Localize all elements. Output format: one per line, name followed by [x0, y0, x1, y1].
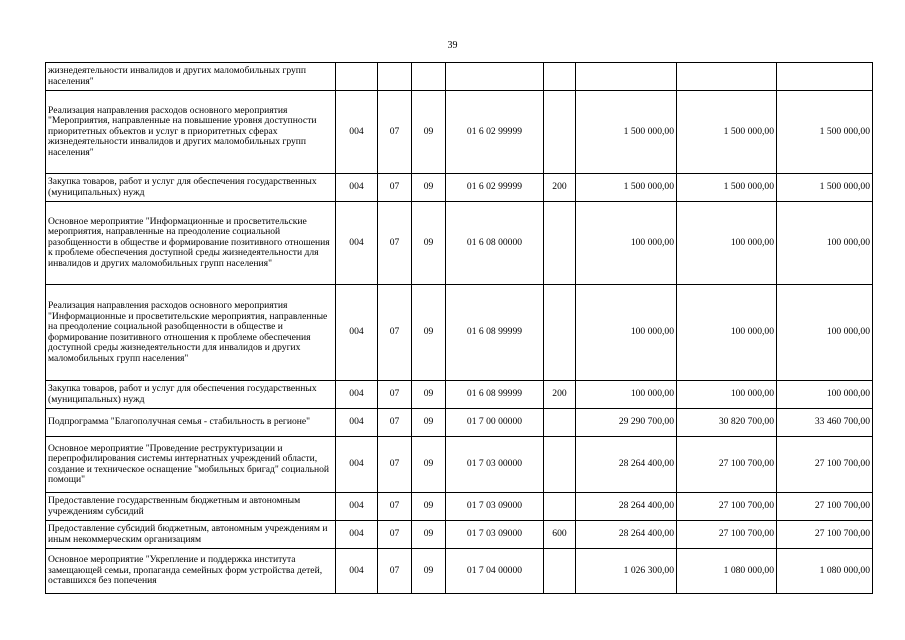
page-number: 39 [447, 40, 458, 51]
target-code: 01 6 08 99999 [446, 381, 544, 409]
expense-type-code [544, 202, 576, 285]
amount-year-1: 29 290 700,00 [576, 409, 677, 437]
subsection-code: 09 [412, 493, 446, 521]
row-name: Реализация направления расходов основного мероприятия "Информационные и просветительские мероприятия, направленные на преодоление социальной разобщенности в обществе и формирование позитивного отношения к проблеме обеспечения доступной среды жизнедеятельности для инвалидов и других маломобильных групп населения" [46, 285, 336, 381]
table-row [46, 521, 873, 549]
section-code: 07 [378, 409, 412, 437]
section-code: 07 [378, 202, 412, 285]
section-code [378, 63, 412, 91]
ministry-code: 004 [336, 174, 378, 202]
amount-year-2: 1 500 000,00 [677, 91, 777, 174]
ministry-code: 004 [336, 202, 378, 285]
ministry-code: 004 [336, 493, 378, 521]
ministry-code: 004 [336, 285, 378, 381]
amount-year-2: 100 000,00 [677, 285, 777, 381]
row-name: Предоставление государственным бюджетным и автономным учреждениям субсидий [46, 493, 336, 521]
row-name: Основное мероприятие "Укрепление и поддержка института замещающей семьи, пропаганда семейных форм устройства детей, оставшихся без попечения [46, 549, 336, 594]
row-name: Подпрограмма "Благополучная семья - стабильность в регионе" [46, 409, 336, 437]
table-row [46, 63, 873, 91]
target-code: 01 7 03 09000 [446, 521, 544, 549]
table-row [46, 174, 873, 202]
ministry-code [336, 63, 378, 91]
amount-year-1: 1 026 300,00 [576, 549, 677, 594]
expense-type-code [544, 285, 576, 381]
row-name: Реализация направления расходов основного мероприятия "Мероприятия, направленные на повышение уровня доступности приоритетных объектов и услуг в приоритетных сферах жизнедеятельности инвалидов и других маломобильных групп населения" [46, 91, 336, 174]
section-code: 07 [378, 91, 412, 174]
amount-year-2: 1 080 000,00 [677, 549, 777, 594]
row-name: Закупка товаров, работ и услуг для обеспечения государственных (муниципальных) нужд [46, 174, 336, 202]
amount-year-3: 100 000,00 [777, 285, 873, 381]
amount-year-1 [576, 63, 677, 91]
subsection-code: 09 [412, 285, 446, 381]
amount-year-3: 27 100 700,00 [777, 437, 873, 493]
row-name: Основное мероприятие "Проведение реструктуризации и перепрофилирования системы интернатных учреждений области, создание и техническое оснащение "мобильных бригад" социальной помощи" [46, 437, 336, 493]
section-code: 07 [378, 493, 412, 521]
subsection-code: 09 [412, 409, 446, 437]
section-code: 07 [378, 381, 412, 409]
subsection-code: 09 [412, 91, 446, 174]
subsection-code [412, 63, 446, 91]
budget-table [45, 62, 873, 594]
target-code: 01 6 02 99999 [446, 174, 544, 202]
row-name: Основное мероприятие "Информационные и просветительские мероприятия, направленные на преодоление социальной разобщенности в обществе и формирование позитивного отношения к проблеме обеспечения доступной среды жизнедеятельности для инвалидов и других маломобильных групп населения" [46, 202, 336, 285]
row-name: Закупка товаров, работ и услуг для обеспечения государственных (муниципальных) нужд [46, 381, 336, 409]
section-code: 07 [378, 174, 412, 202]
amount-year-1: 100 000,00 [576, 381, 677, 409]
ministry-code: 004 [336, 521, 378, 549]
amount-year-3: 27 100 700,00 [777, 493, 873, 521]
target-code: 01 7 03 00000 [446, 437, 544, 493]
expense-type-code [544, 63, 576, 91]
section-code: 07 [378, 437, 412, 493]
expense-type-code: 600 [544, 521, 576, 549]
amount-year-2: 27 100 700,00 [677, 521, 777, 549]
table-row [46, 493, 873, 521]
subsection-code: 09 [412, 521, 446, 549]
amount-year-3: 1 500 000,00 [777, 174, 873, 202]
subsection-code: 09 [412, 549, 446, 594]
amount-year-2: 30 820 700,00 [677, 409, 777, 437]
row-name: Предоставление субсидий бюджетным, автономным учреждениям и иным некоммерческим организациям [46, 521, 336, 549]
amount-year-3: 33 460 700,00 [777, 409, 873, 437]
amount-year-2: 100 000,00 [677, 202, 777, 285]
target-code: 01 7 00 00000 [446, 409, 544, 437]
ministry-code: 004 [336, 381, 378, 409]
ministry-code: 004 [336, 549, 378, 594]
expense-type-code [544, 409, 576, 437]
subsection-code: 09 [412, 174, 446, 202]
expense-type-code [544, 91, 576, 174]
ministry-code: 004 [336, 437, 378, 493]
amount-year-3 [777, 63, 873, 91]
amount-year-3: 100 000,00 [777, 202, 873, 285]
subsection-code: 09 [412, 381, 446, 409]
target-code: 01 6 08 99999 [446, 285, 544, 381]
row-name: жизнедеятельности инвалидов и других маломобильных групп населения" [46, 63, 336, 91]
subsection-code: 09 [412, 437, 446, 493]
amount-year-3: 1 080 000,00 [777, 549, 873, 594]
expense-type-code [544, 493, 576, 521]
table-row [46, 437, 873, 493]
section-code: 07 [378, 285, 412, 381]
table-row [46, 409, 873, 437]
amount-year-2 [677, 63, 777, 91]
target-code: 01 7 04 00000 [446, 549, 544, 594]
section-code: 07 [378, 549, 412, 594]
target-code: 01 7 03 09000 [446, 493, 544, 521]
table-row [46, 381, 873, 409]
target-code [446, 63, 544, 91]
amount-year-1: 100 000,00 [576, 285, 677, 381]
table-row [46, 91, 873, 174]
target-code: 01 6 02 99999 [446, 91, 544, 174]
table-row [46, 285, 873, 381]
amount-year-1: 1 500 000,00 [576, 174, 677, 202]
amount-year-3: 100 000,00 [777, 381, 873, 409]
amount-year-2: 27 100 700,00 [677, 493, 777, 521]
section-code: 07 [378, 521, 412, 549]
expense-type-code: 200 [544, 174, 576, 202]
amount-year-1: 100 000,00 [576, 202, 677, 285]
subsection-code: 09 [412, 202, 446, 285]
target-code: 01 6 08 00000 [446, 202, 544, 285]
amount-year-3: 1 500 000,00 [777, 91, 873, 174]
expense-type-code [544, 549, 576, 594]
amount-year-1: 1 500 000,00 [576, 91, 677, 174]
amount-year-3: 27 100 700,00 [777, 521, 873, 549]
amount-year-2: 1 500 000,00 [677, 174, 777, 202]
ministry-code: 004 [336, 91, 378, 174]
ministry-code: 004 [336, 409, 378, 437]
expense-type-code: 200 [544, 381, 576, 409]
table-row [46, 202, 873, 285]
amount-year-1: 28 264 400,00 [576, 493, 677, 521]
amount-year-2: 27 100 700,00 [677, 437, 777, 493]
amount-year-2: 100 000,00 [677, 381, 777, 409]
expense-type-code [544, 437, 576, 493]
table-row [46, 549, 873, 594]
amount-year-1: 28 264 400,00 [576, 521, 677, 549]
amount-year-1: 28 264 400,00 [576, 437, 677, 493]
